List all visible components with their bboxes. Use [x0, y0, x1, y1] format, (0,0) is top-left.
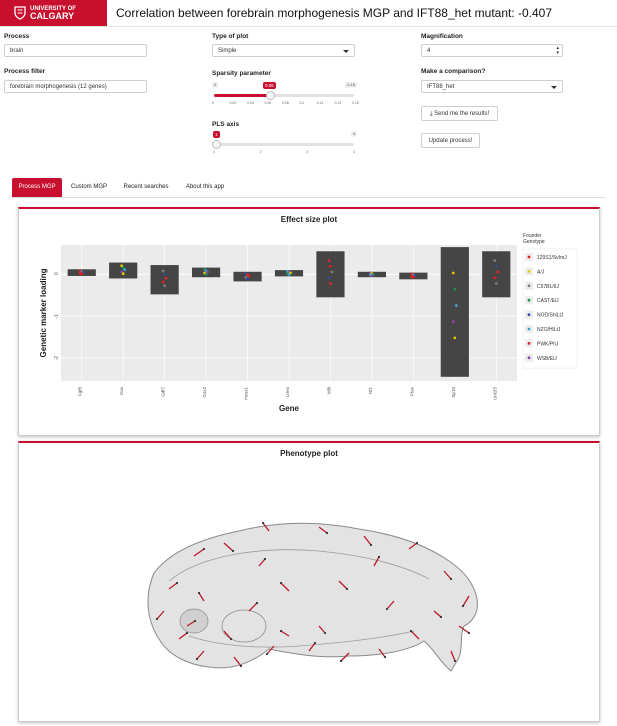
data-point: [248, 275, 251, 278]
legend-item: CAST/EiJ: [537, 298, 559, 305]
landmark-point: [462, 605, 464, 607]
landmark-point: [346, 588, 348, 590]
sparsity-min: 0: [214, 82, 217, 87]
pls-tick-label: 4: [353, 150, 355, 154]
skull-outline: [148, 523, 477, 671]
data-point: [205, 273, 208, 276]
data-point: [493, 276, 496, 279]
data-point: [162, 270, 165, 273]
sparsity-tick-label: 0.02: [229, 101, 237, 105]
landmark-point: [262, 522, 264, 524]
x-tick-label: Hesx1: [243, 387, 249, 400]
landmark-point: [264, 558, 266, 560]
data-point: [123, 268, 126, 271]
sparsity-tick-label: 0.13: [334, 101, 342, 105]
x-tick-label: Lrrex: [285, 387, 290, 398]
y-axis-label: Genetic marker loading: [39, 268, 48, 358]
data-point: [453, 336, 456, 339]
plot-type-select[interactable]: Simple: [212, 44, 355, 57]
data-point: [288, 273, 291, 276]
box-Gas: [109, 263, 137, 279]
data-point: [206, 271, 209, 274]
landmark-point: [186, 632, 188, 634]
magnification-label: Magnification: [421, 33, 463, 40]
landmark-point: [410, 630, 412, 632]
sparsity-fill: [214, 94, 270, 97]
legend-title: Founder: [523, 233, 542, 239]
x-tick-label: Mllt: [326, 387, 332, 394]
top-bar: [0, 0, 617, 27]
data-point: [455, 304, 458, 307]
landmark-point: [194, 620, 196, 622]
pls-value: 1: [215, 132, 218, 137]
x-tick-label: Gdf7: [160, 387, 166, 397]
y-tick-label: -1: [54, 314, 60, 319]
data-point: [496, 271, 499, 274]
data-point: [80, 273, 83, 276]
sparsity-tick-label: 0.04: [247, 101, 254, 105]
data-point: [329, 265, 332, 268]
data-point: [122, 272, 125, 275]
process-label: Process: [4, 33, 30, 40]
pls-tick-label: 1: [213, 150, 215, 154]
effect-size-panel: [18, 207, 600, 436]
box-Gsx2: [192, 268, 220, 278]
data-point: [328, 276, 331, 279]
process-filter-label: Process filter: [4, 68, 46, 75]
pls-tick-label: 2: [259, 150, 262, 154]
landmark-point: [440, 616, 442, 618]
page-title: Correlation between forebrain morphogenesis MGP and IFT88_het mutant: -0.407: [116, 6, 553, 20]
x-axis-label: Gene: [278, 404, 300, 413]
data-point: [452, 272, 455, 275]
sparsity-tick-label: 0.06: [264, 101, 272, 105]
landmark-point: [280, 630, 282, 632]
landmark-point: [468, 632, 470, 634]
legend-title: Genotype: [523, 239, 545, 245]
legend-item: NZO/HlLtJ: [537, 327, 561, 333]
landmark-point: [280, 582, 282, 584]
data-point: [163, 273, 166, 276]
x-tick-label: Uni1f3: [492, 387, 498, 401]
download-icon: ⤓: [429, 111, 433, 117]
sparsity-tick-label: 0.11: [317, 101, 324, 105]
landmark-point: [203, 548, 205, 550]
skull-3d-view[interactable]: [19, 461, 599, 719]
x-tick-label: Sp10: [450, 387, 456, 398]
tab-process-mgp[interactable]: Process MGP: [12, 178, 62, 197]
pls-track[interactable]: [214, 143, 354, 146]
data-point: [246, 277, 249, 280]
x-tick-label: Fgf8: [77, 387, 83, 397]
sparsity-max: 0.15: [347, 82, 355, 87]
legend-item: NOD/ShiLtJ: [537, 312, 564, 319]
legend-item: 129S1/SvImJ: [537, 255, 567, 261]
data-point: [329, 282, 332, 285]
landmark-point: [386, 608, 388, 610]
landmark-point: [340, 660, 342, 662]
box-Mllt: [316, 251, 344, 297]
sparsity-value: 0.06: [265, 83, 274, 88]
chevron-down-icon: [551, 86, 557, 89]
phenotype-title: Phenotype plot: [280, 449, 338, 458]
plot-type-label: Type of plot: [212, 33, 249, 40]
y-tick-label: 0: [54, 272, 60, 276]
data-point: [163, 284, 166, 287]
landmark-point: [378, 556, 380, 558]
box-Gdf7: [151, 265, 179, 294]
box-Sp10: [441, 247, 469, 377]
landmark-point: [266, 653, 268, 655]
legend-swatch: [528, 313, 531, 316]
effect-size-title: Effect size plot: [280, 215, 338, 224]
data-point: [493, 259, 496, 262]
process-filter-input[interactable]: forebrain morphogenesis (12 genes): [4, 80, 147, 93]
landmark-point: [450, 578, 452, 580]
legend-swatch: [528, 256, 531, 259]
stepper-arrows-icon[interactable]: ▴ ▾: [556, 45, 559, 56]
comparison-label: Make a comparison?: [421, 68, 486, 75]
landmark-point: [324, 632, 326, 634]
send-results-button[interactable]: ⤓ Send me the results!: [421, 106, 498, 121]
legend-swatch: [528, 299, 531, 302]
landmark-point: [370, 544, 372, 546]
magnification-input[interactable]: 4 ▴ ▾: [421, 44, 563, 57]
data-point: [371, 274, 374, 277]
landmark-point: [240, 665, 242, 667]
pls-max: 4: [352, 131, 355, 136]
sparsity-tick-label: 0.08: [282, 101, 289, 105]
sparsity-tick-label: 0: [212, 101, 214, 105]
university-logo[interactable]: [0, 0, 107, 26]
pls-label: PLS axis: [212, 121, 240, 128]
data-point: [331, 271, 334, 274]
process-input[interactable]: brain: [4, 44, 147, 57]
pls-slider[interactable]: [212, 131, 357, 159]
legend-item: WSB/EiJ: [537, 355, 557, 362]
data-point: [162, 281, 165, 284]
legend-swatch: [528, 328, 531, 331]
landmark-point: [196, 658, 198, 660]
sparsity-handle[interactable]: [266, 91, 275, 100]
landmark-point: [176, 582, 178, 584]
data-point: [328, 259, 331, 262]
x-tick-label: Ptse: [409, 387, 415, 397]
logo-text: UNIVERSITY OF CALGARY: [30, 5, 76, 21]
legend-swatch: [528, 342, 531, 345]
legend-box: [523, 249, 577, 368]
effect-size-chart: [19, 231, 599, 431]
data-point: [412, 276, 415, 279]
tab-bar: [12, 178, 605, 198]
legend-swatch: [528, 270, 531, 273]
landmark-point: [256, 602, 258, 604]
x-tick-label: Gas: [119, 387, 125, 396]
landmark-point: [314, 642, 316, 644]
x-tick-label: Nf1: [367, 387, 373, 395]
comparison-select[interactable]: IFT88_het: [421, 80, 563, 93]
pls-handle[interactable]: [212, 140, 221, 149]
data-point: [453, 288, 456, 291]
box-Uni1f3: [482, 251, 510, 297]
data-point: [452, 320, 455, 323]
legend-item: A/J: [537, 269, 545, 276]
landmark-point: [156, 618, 158, 620]
sparsity-tick-label: 0.15: [352, 101, 359, 105]
tab-recent-searches[interactable]: Recent searches: [123, 184, 169, 190]
shield-icon: [14, 6, 26, 20]
landmark-point: [232, 550, 234, 552]
legend-swatch: [528, 284, 531, 287]
pls-tick-label: 3: [306, 150, 309, 154]
landmark-point: [198, 592, 200, 594]
chevron-down-icon: [343, 50, 349, 53]
legend-item: C57BL/6J: [537, 283, 559, 290]
landmark-point: [230, 638, 232, 640]
tab-about[interactable]: About this app: [185, 184, 225, 190]
data-point: [495, 282, 498, 285]
landmark-point: [384, 656, 386, 658]
box-Hesx1: [233, 272, 261, 282]
landmark-point: [326, 532, 328, 534]
legend-item: PWK/PhJ: [537, 341, 559, 348]
legend-swatch: [528, 356, 531, 359]
x-tick-label: Gsx2: [202, 387, 208, 398]
data-point: [165, 277, 168, 280]
landmark-point: [454, 660, 456, 662]
phenotype-panel: [18, 441, 600, 722]
sparsity-tick-label: 0.1: [299, 101, 305, 105]
sparsity-label: Sparsity parameter: [212, 70, 271, 77]
data-point: [495, 265, 498, 268]
update-process-button[interactable]: Update process!: [421, 133, 480, 148]
y-tick-label: -2: [54, 355, 60, 361]
tab-custom-mgp[interactable]: Custom MGP: [70, 184, 107, 190]
landmark-point: [416, 542, 418, 544]
sparsity-slider[interactable]: [212, 80, 357, 110]
